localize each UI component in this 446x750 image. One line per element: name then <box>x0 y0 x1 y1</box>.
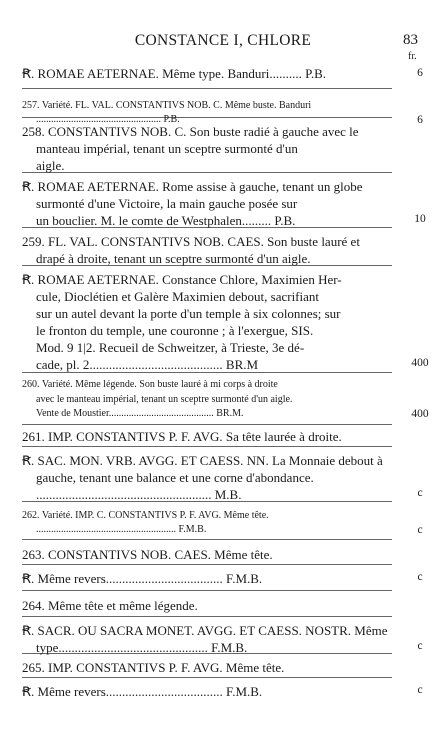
price-value: 400 <box>411 357 429 369</box>
entry-line: .................................................. P.B. <box>36 114 180 125</box>
price-value: c <box>417 524 423 536</box>
entry-line: 265. IMP. CONSTANTIVS P. F. AVG. Même tête. <box>22 660 285 675</box>
catalog-entry <box>22 452 392 503</box>
entry-line: 263. CONSTANTIVS NOB. CAES. Même tête. <box>22 547 273 562</box>
entry-line: ...................................................... M.B. <box>36 487 242 502</box>
catalog-entry <box>22 509 392 537</box>
entry-line: ........................................................ F.M.B. <box>36 524 207 535</box>
entry-line: Ꞧ. ROMAE AETERNAE. Même type. Banduri.......... P.B. <box>22 66 327 81</box>
entry-line: 260. Variété. Même légende. Son buste lauré à mi corps à droite <box>22 379 278 390</box>
entry-line: surmonté d'une Victoire, la main gauche posée sur <box>36 196 298 211</box>
entry-line: avec le manteau impérial, tenant un sceptre surmonté d'un aigle. <box>36 393 293 405</box>
entry-separator <box>22 616 392 617</box>
entry-line: 259. FL. VAL. CONSTANTIVS NOB. CAES. Son buste lauré et <box>22 234 360 249</box>
entry-line: 261. IMP. CONSTANTIVS P. F. AVG. Sa tête laurée à droite. <box>22 429 342 444</box>
running-title: CONSTANCE I, CHLORE <box>134 32 312 49</box>
entry-line: Vente de Moustier.......................................... BR.M. <box>36 408 244 419</box>
price-column-label: fr. <box>408 51 417 62</box>
entry-line: Ꞧ. SACR. OU SACRA MONET. AVGG. ET CAESS. NOSTR. Même <box>22 623 388 638</box>
catalog-entry <box>22 597 392 614</box>
entry-line: un bouclier. M. le comte de Westphalen......... P.B. <box>36 213 296 228</box>
entry-line: Ꞧ. ROMAE AETERNAE. Rome assise à gauche, tenant un globe <box>22 179 363 194</box>
page-number: 83 <box>403 32 418 48</box>
entry-line: 264. Même tête et même légende. <box>22 598 198 613</box>
entry-line: Ꞧ. Même revers.................................... F.M.B. <box>22 571 263 586</box>
price-value: 6 <box>417 67 423 79</box>
price-value: 10 <box>414 213 426 225</box>
entry-separator <box>22 564 392 565</box>
price-value: 400 <box>411 408 429 420</box>
entry-line: cule, Dioclétien et Galère Maximien debout, sacrifiant <box>36 289 319 304</box>
entry-separator <box>22 88 392 89</box>
catalog-entry <box>22 66 392 82</box>
catalog-entry <box>22 123 392 174</box>
catalog-entry <box>22 178 392 229</box>
entry-separator <box>22 424 392 425</box>
catalog-entry <box>22 546 392 563</box>
catalog-entry <box>22 428 392 445</box>
entry-line: sur un autel devant la porte d'un temple à six colonnes; sur <box>36 306 341 321</box>
price-value: 6 <box>417 114 423 126</box>
catalog-entry <box>22 271 392 373</box>
price-value: c <box>417 487 423 499</box>
entry-line: aigle. <box>36 158 65 173</box>
catalog-entry <box>22 683 392 700</box>
entry-line: 257. Variété. FL. VAL. CONSTANTIVS NOB. C. Même buste. Banduri <box>22 100 312 111</box>
entry-line: Mod. 9 1|2. Recueil de Schweitzer, à Trieste, 3e dé- <box>36 340 305 355</box>
catalog-entry <box>22 622 392 656</box>
entry-line: manteau impérial, tenant un sceptre surmonté d'un <box>36 141 298 156</box>
entry-line: Ꞧ. SAC. MON. VRB. AVGG. ET CAESS. NN. La Monnaie debout à <box>22 453 383 468</box>
entry-line: drapé à droite, tenant un sceptre surmonté d'un aigle. <box>36 251 311 266</box>
price-value: c <box>417 684 423 696</box>
catalog-entry <box>22 378 392 422</box>
entry-line: cade, pl. 2......................................... BR.M <box>36 357 259 372</box>
entry-line: Ꞧ. ROMAE AETERNAE. Constance Chlore, Maximien Her- <box>22 272 342 287</box>
entry-line: Ꞧ. Même revers.................................... F.M.B. <box>22 684 263 699</box>
entry-line: gauche, tenant une balance et une corne d'abondance. <box>36 470 314 485</box>
entry-separator <box>22 590 392 591</box>
entry-line: 258. CONSTANTIVS NOB. C. Son buste radié à gauche avec le <box>22 124 359 139</box>
entry-separator <box>22 677 392 678</box>
entry-line: le fronton du temple, une couronne ; à l'exergue, SIS. <box>36 323 314 338</box>
entry-separator <box>22 539 392 540</box>
entry-line: type.............................................. F.M.B. <box>36 640 248 655</box>
catalog-entry <box>22 570 392 587</box>
price-value: c <box>417 640 423 652</box>
catalog-entry <box>22 233 392 267</box>
entry-separator <box>22 446 392 447</box>
price-value: c <box>417 571 423 583</box>
entry-line: 262. Variété. IMP. C. CONSTANTIVS P. F. AVG. Même tête. <box>22 510 269 521</box>
catalog-entry <box>22 659 392 676</box>
